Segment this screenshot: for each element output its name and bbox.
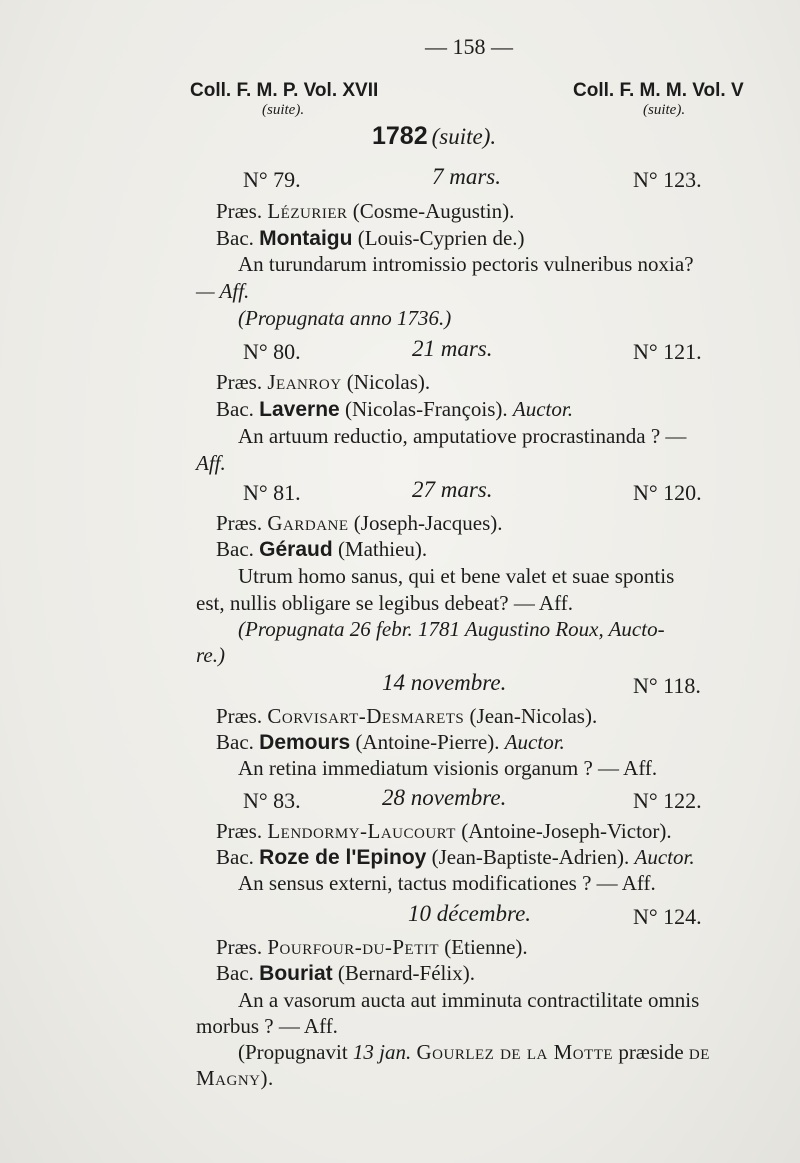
entry-4-date: 14 novembre. — [382, 670, 507, 695]
entry-2-date: 21 mars. — [412, 336, 493, 361]
entry-5-num-right: N° 122. — [633, 788, 702, 813]
entry-3-question-cont: est, nullis obligare se legibus debeat? — Aff. — [196, 591, 573, 615]
year: 1782 — [372, 122, 428, 150]
entry-2-bac: Bac. Laverne (Nicolas-François). Auctor. — [216, 397, 573, 421]
entry-5-date: 28 novembre. — [382, 785, 507, 810]
entry-6-bac: Bac. Bouriat (Bernard-Félix). — [216, 961, 475, 985]
entry-6-note: (Propugnavit 13 jan. Gourlez de la Motte præside de — [238, 1040, 710, 1064]
entry-4-question: An retina immediatum visionis organum ? — Aff. — [238, 756, 658, 780]
left-collection-sub: (suite). — [262, 102, 305, 118]
entry-3-note-cont: re.) — [196, 643, 225, 667]
entry-1-question: An turundarum intromissio pectoris vulneribus noxia? — [238, 252, 694, 276]
page-number: — 158 — — [425, 34, 513, 59]
entry-4-praeses: Præs. Corvisart-Desmarets (Jean-Nicolas). — [216, 704, 598, 728]
entry-1-num-right: N° 123. — [633, 167, 702, 192]
entry-2-num-right: N° 121. — [633, 339, 702, 364]
entry-6-date: 10 décembre. — [408, 901, 532, 926]
entry-6-praeses: Præs. Pourfour-du-Petit (Etienne). — [216, 935, 528, 959]
entry-3-praeses: Præs. Gardane (Joseph-Jacques). — [216, 511, 503, 535]
entry-1-date: 7 mars. — [432, 164, 502, 189]
entry-3-note: (Propugnata 26 febr. 1781 Augustino Roux, Aucto- — [238, 617, 665, 641]
year-heading — [372, 122, 496, 151]
entry-3-date: 27 mars. — [412, 477, 493, 502]
entry-1-bac: Bac. Montaigu (Louis-Cyprien de.) — [216, 226, 525, 250]
entry-2-praeses: Præs. Jeanroy (Nicolas). — [216, 370, 431, 394]
entry-5-bac: Bac. Roze de l'Epinoy (Jean-Baptiste-Adrien). Auctor. — [216, 845, 695, 869]
entry-3-bac: Bac. Géraud (Mathieu). — [216, 537, 428, 561]
entry-5-praeses: Præs. Lendormy-Laucourt (Antoine-Joseph-Victor). — [216, 819, 672, 843]
entry-4-bac: Bac. Demours (Antoine-Pierre). Auctor. — [216, 730, 565, 754]
entry-3-num-right: N° 120. — [633, 480, 702, 505]
entry-4-num-right: N° 118. — [633, 673, 701, 698]
entry-3-num-left: N° 81. — [243, 480, 301, 505]
right-collection-sub: (suite). — [643, 102, 686, 118]
entry-5-question: An sensus externi, tactus modificationes ? — Aff. — [238, 871, 656, 895]
entry-1-question-cont: — Aff. — [196, 279, 250, 303]
year-suffix: (suite). — [431, 124, 497, 149]
left-collection-title: Coll. F. M. P. Vol. XVII — [190, 80, 379, 101]
entry-6-question: An a vasorum aucta aut imminuta contractilitate omnis — [238, 988, 700, 1012]
entry-1-praeses: Præs. Lézurier (Cosme-Augustin). — [216, 199, 515, 223]
entry-2-num-left: N° 80. — [243, 339, 301, 364]
entry-2-question-cont: Aff. — [196, 451, 226, 475]
entry-1-note: (Propugnata anno 1736.) — [238, 306, 452, 330]
entry-6-num-right: N° 124. — [633, 904, 702, 929]
entry-2-question: An artuum reductio, amputatiove procrastinanda ? — — [238, 424, 687, 448]
entry-5-num-left: N° 83. — [243, 788, 301, 813]
entry-6-note-cont: Magny). — [196, 1066, 274, 1090]
entry-1-num-left: N° 79. — [243, 167, 301, 192]
right-collection-title: Coll. F. M. M. Vol. V — [573, 80, 744, 101]
entry-3-question: Utrum homo sanus, qui et bene valet et suae spontis — [238, 564, 675, 588]
entry-6-question-cont: morbus ? — Aff. — [196, 1014, 338, 1038]
